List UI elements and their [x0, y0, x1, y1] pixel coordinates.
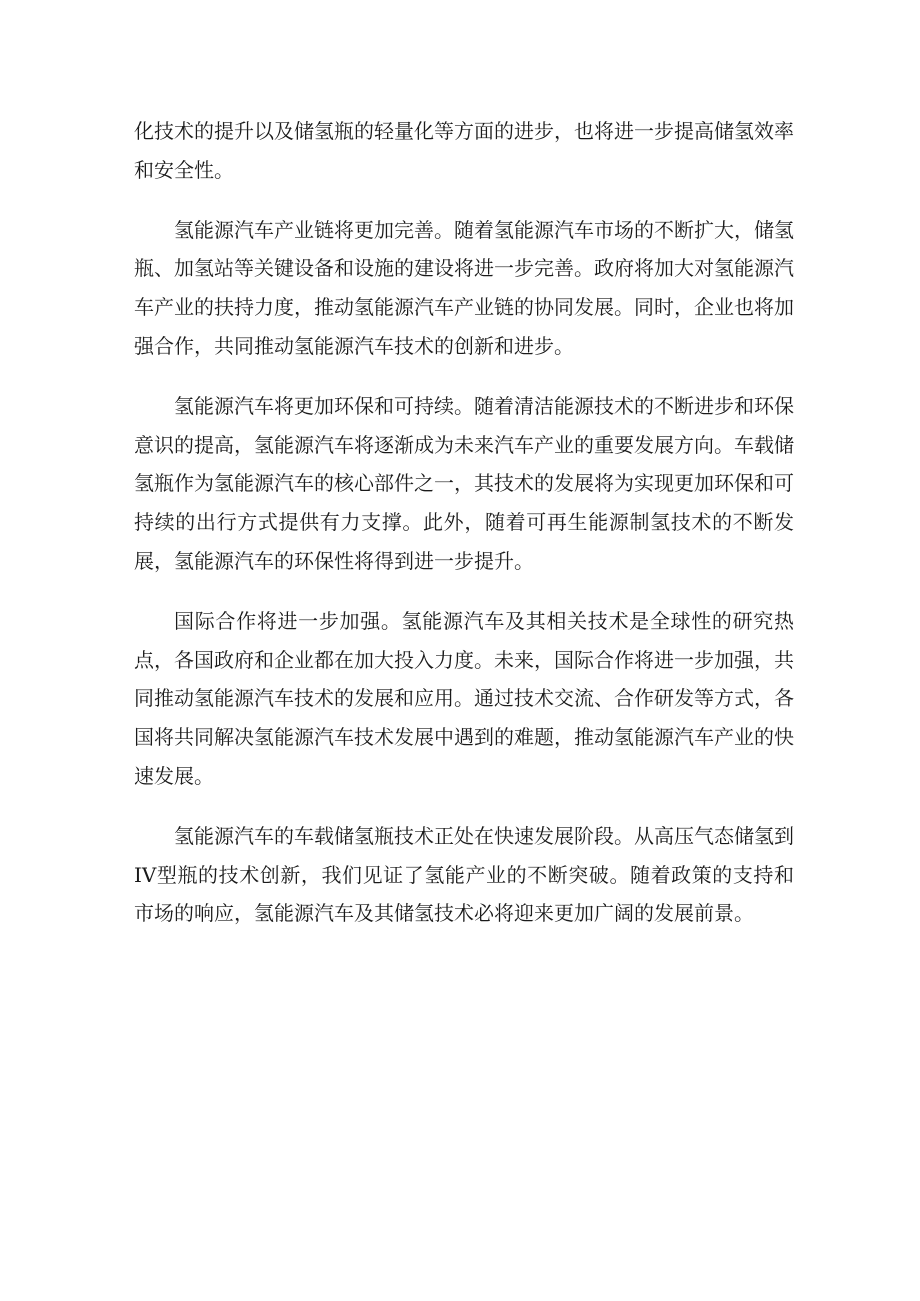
paragraph-industry-chain: 氢能源汽车产业链将更加完善。随着氢能源汽车市场的不断扩大，储氢瓶、加氢站等关键设备和设施的建设将进一步完善。政府将加大对氢能源汽车产业的扶持力度，推动氢能源汽车产业链的协同发展。同时，企业也将加强合作，共同推动氢能源汽车技术的创新和进步。 — [134, 217, 794, 358]
paragraph-conclusion: 氢能源汽车的车载储氢瓶技术正处在快速发展阶段。从高压气态储氢到IV型瓶的技术创新，我们见证了氢能产业的不断突破。随着政策的支持和市场的响应，氢能源汽车及其储氢技术必将迎来更加广阔的发展前景。 — [134, 823, 794, 926]
paragraph-environment: 氢能源汽车将更加环保和可持续。随着清洁能源技术的不断进步和环保意识的提高，氢能源汽车将逐渐成为未来汽车产业的重要发展方向。车载储氢瓶作为氢能源汽车的核心部件之一，其技术的发展将为实现更加环保和可持续的出行方式提供有力支撑。此外，随着可再生能源制氢技术的不断发展，氢能源汽车的环保性将得到进一步提升。 — [134, 393, 794, 573]
document-body — [134, 112, 794, 954]
paragraph-international-cooperation: 国际合作将进一步加强。氢能源汽车及其相关技术是全球性的研究热点，各国政府和企业都在加大投入力度。未来，国际合作将进一步加强，共同推动氢能源汽车技术的发展和应用。通过技术交流、合作研发等方式，各国将共同解决氢能源汽车技术发展中遇到的难题，推动氢能源汽车产业的快速发展。 — [134, 608, 794, 788]
paragraph-continued: 化技术的提升以及储氢瓶的轻量化等方面的进步，也将进一步提高储氢效率和安全性。 — [134, 119, 794, 182]
